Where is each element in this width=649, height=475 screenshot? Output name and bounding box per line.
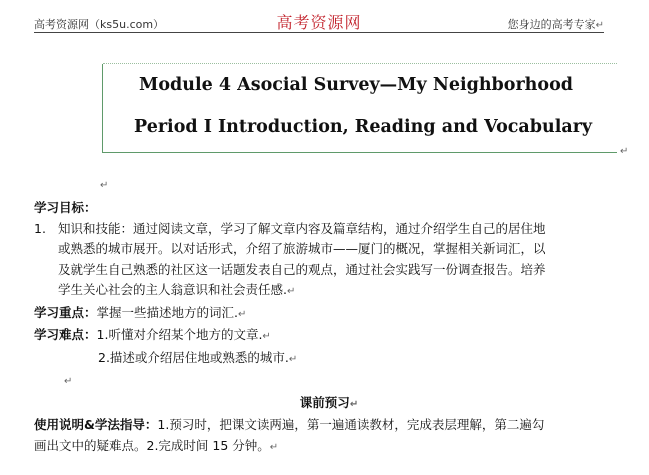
objective-line: 1. 知识和技能：通过阅读文章，学习了解文章内容及篇章结构，通过介绍学生自己的居住地 [34, 220, 546, 236]
difficulty-item: 2.描述或介绍居住地或熟悉的城市.↵ [98, 349, 298, 365]
paragraph-mark-icon: ↵ [64, 376, 73, 387]
preview-instructions-cont: 画出文中的疑难点。2.完成时间 15 分钟。↵ [34, 437, 279, 453]
header-logo: 高考资源网 [276, 13, 362, 32]
objective-line: 学生关心社会的主人翁意识和社会责任感.↵ [58, 282, 296, 297]
paragraph-mark-icon: ↵ [286, 286, 296, 297]
difficulties: 学习难点：1.听懂对介绍某个地方的文章.↵ [34, 327, 271, 342]
paragraph-mark-icon: ↵ [269, 441, 279, 453]
paragraph-mark-icon: ↵ [620, 146, 629, 157]
title-box [102, 64, 617, 153]
paragraph-mark-icon: ↵ [262, 331, 271, 342]
key-points: 学习重点：掌握一些描述地方的词汇.↵ [34, 304, 247, 320]
empty-paragraph [34, 370, 624, 393]
objectives-label: 学习目标： [34, 200, 97, 215]
preview-instructions: 使用说明&学法指导：1.预习时，把课文读两遍，第一遍通读教材，完成表层理解，第二遍勾 [34, 417, 545, 432]
objective-line: 或熟悉的城市展开。以对话形式，介绍了旅游城市——厦门的概况，掌握相关新词汇，以 [58, 241, 546, 256]
objective-line: 及就学生自己熟悉的社区这一话题发表自己的观点，通过社会实践写一份调查报告。培养 [58, 261, 546, 277]
period-title: Period Ⅰ Introduction, Reading and Vocabulary [134, 117, 593, 137]
document-body [34, 198, 624, 458]
header-site-name: 高考资源网（ks5u.com） [34, 18, 165, 31]
preview-heading: 课前预习↵ [299, 394, 359, 410]
paragraph-mark-icon: ↵ [349, 398, 359, 410]
paragraph-mark-icon: ↵ [100, 180, 109, 191]
header-tagline: 您身边的高考专家↵ [507, 18, 604, 31]
paragraph-mark-icon: ↵ [595, 20, 604, 31]
paragraph-mark-icon: ↵ [288, 353, 298, 365]
page-header [34, 10, 604, 33]
module-title: Module 4 Asocial Survey—My Neighborhood [139, 75, 573, 95]
paragraph-mark-icon: ↵ [238, 308, 247, 320]
